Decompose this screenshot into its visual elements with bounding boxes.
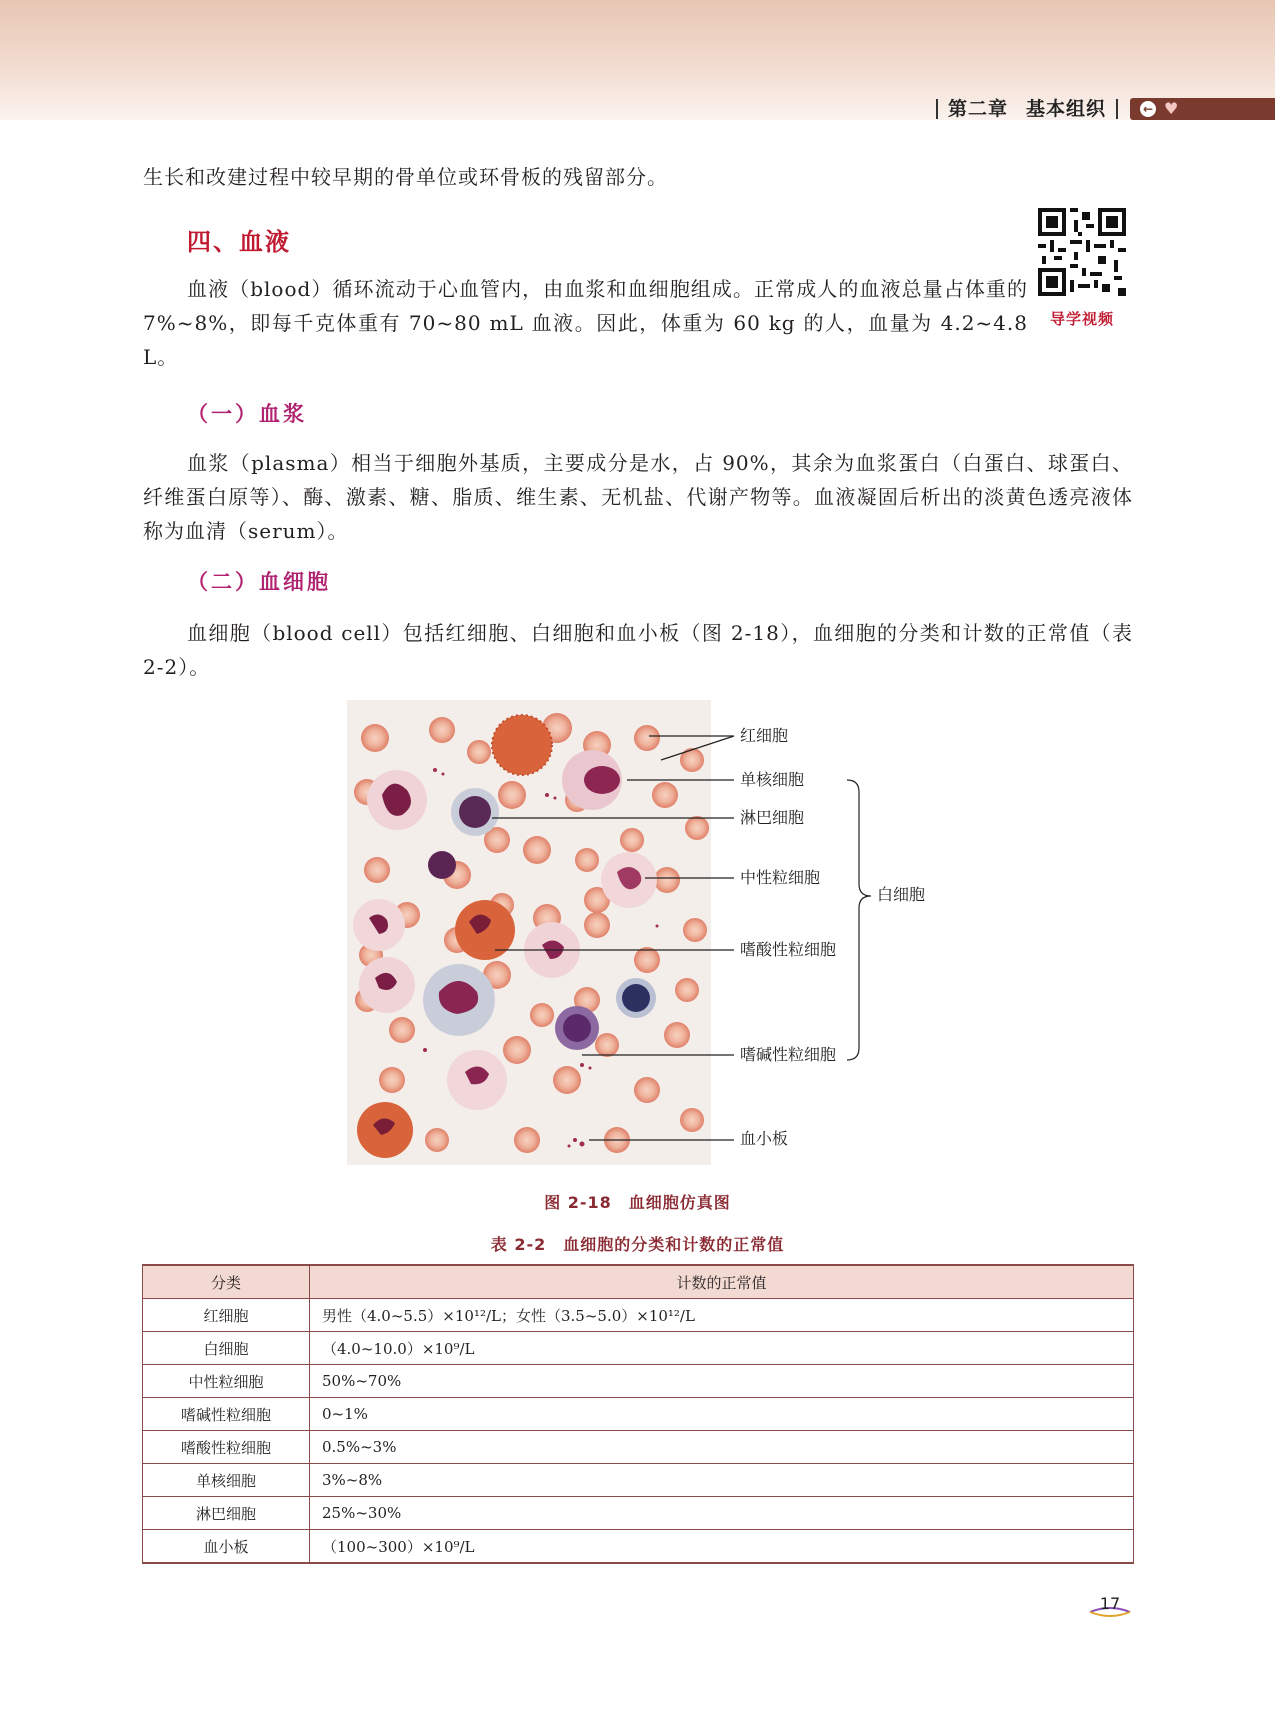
qr-code-icon[interactable] xyxy=(1038,208,1126,296)
row-category: 单核细胞 xyxy=(143,1464,310,1497)
blood-count-table xyxy=(142,1264,1134,1564)
table-header-row xyxy=(143,1265,1134,1299)
blood-paragraph: 血液（blood）循环流动于心血管内，由血浆和血细胞组成。正常成人的血液总量占体重的 7%~8%，即每千克体重有 70~80 mL 血液。因此，体重为 60 kg 的人，血量为 4.2~4.8 L。 xyxy=(143,277,1028,369)
label-monocyte: 单核细胞 xyxy=(740,770,805,789)
intro-line: 生长和改建过程中较早期的骨单位或环骨板的残留部分。 xyxy=(143,165,668,189)
column-header-category: 分类 xyxy=(143,1265,310,1299)
row-category: 白细胞 xyxy=(143,1332,310,1365)
row-value: （4.0~10.0）×10⁹/L xyxy=(310,1332,1134,1365)
table-row xyxy=(143,1464,1134,1497)
table-row xyxy=(143,1431,1134,1464)
row-value: 0~1% xyxy=(310,1398,1134,1431)
row-category: 中性粒细胞 xyxy=(143,1365,310,1398)
table-row xyxy=(143,1497,1134,1530)
label-lymphocyte: 淋巴细胞 xyxy=(740,808,805,827)
table-title: 表 2-2 血细胞的分类和计数的正常值 xyxy=(490,1235,785,1254)
table-row xyxy=(143,1365,1134,1398)
row-value: （100~300）×10⁹/L xyxy=(310,1530,1134,1564)
label-white-blood-cell: 白细胞 xyxy=(877,885,926,904)
row-value: 男性（4.0~5.5）×10¹²/L；女性（3.5~5.0）×10¹²/L xyxy=(310,1299,1134,1332)
chapter-header xyxy=(936,92,1275,126)
label-neutrophil: 中性粒细胞 xyxy=(740,868,821,887)
row-value: 0.5%~3% xyxy=(310,1431,1134,1464)
row-category: 红细胞 xyxy=(143,1299,310,1332)
table-row xyxy=(143,1332,1134,1365)
chapter-number: 第二章 xyxy=(947,98,1008,120)
table-row xyxy=(143,1299,1134,1332)
plasma-heading: （一）血浆 xyxy=(187,401,307,426)
label-platelet: 血小板 xyxy=(740,1129,789,1148)
blood-cell-figure xyxy=(347,700,997,1170)
qr-code-label[interactable]: 导学视频 xyxy=(1049,310,1114,328)
figure-leader-lines xyxy=(347,700,997,1170)
row-value: 25%~30% xyxy=(310,1497,1134,1530)
label-basophil: 嗜碱性粒细胞 xyxy=(740,1045,837,1064)
figure-caption: 图 2-18 血细胞仿真图 xyxy=(544,1193,731,1212)
table-row xyxy=(143,1398,1134,1431)
qr-code-block[interactable] xyxy=(1032,208,1132,329)
row-category: 淋巴细胞 xyxy=(143,1497,310,1530)
heart-icon[interactable]: ♥ xyxy=(1164,99,1179,118)
chapter-name: 基本组织 xyxy=(1025,98,1106,120)
plasma-paragraph: 血浆（plasma）相当于细胞外基质，主要成分是水，占 90%，其余为血浆蛋白（白蛋白、球蛋白、纤维蛋白原等）、酶、激素、糖、脂质、维生素、无机盐、代谢产物等。血液凝固后析出的淡黄色透亮液体称为血清（serum）。 xyxy=(143,451,1133,543)
nav-bar[interactable] xyxy=(1130,98,1275,120)
label-red-blood-cell: 红细胞 xyxy=(740,726,789,745)
section-heading: 四、血液 xyxy=(187,227,291,256)
blood-cells-heading: （二）血细胞 xyxy=(187,569,331,594)
chapter-title xyxy=(936,99,1118,119)
table-row xyxy=(143,1530,1134,1564)
row-category: 嗜碱性粒细胞 xyxy=(143,1398,310,1431)
row-category: 嗜酸性粒细胞 xyxy=(143,1431,310,1464)
page-number: 17 xyxy=(1088,1594,1132,1620)
column-header-normal-value: 计数的正常值 xyxy=(310,1265,1134,1299)
label-eosinophil: 嗜酸性粒细胞 xyxy=(740,940,837,959)
row-category: 血小板 xyxy=(143,1530,310,1564)
row-value: 3%~8% xyxy=(310,1464,1134,1497)
back-arrow-icon[interactable]: ← xyxy=(1140,101,1156,117)
blood-cells-paragraph: 血细胞（blood cell）包括红细胞、白细胞和血小板（图 2-18），血细胞的分类和计数的正常值（表 2-2）。 xyxy=(143,621,1133,679)
row-value: 50%~70% xyxy=(310,1365,1134,1398)
